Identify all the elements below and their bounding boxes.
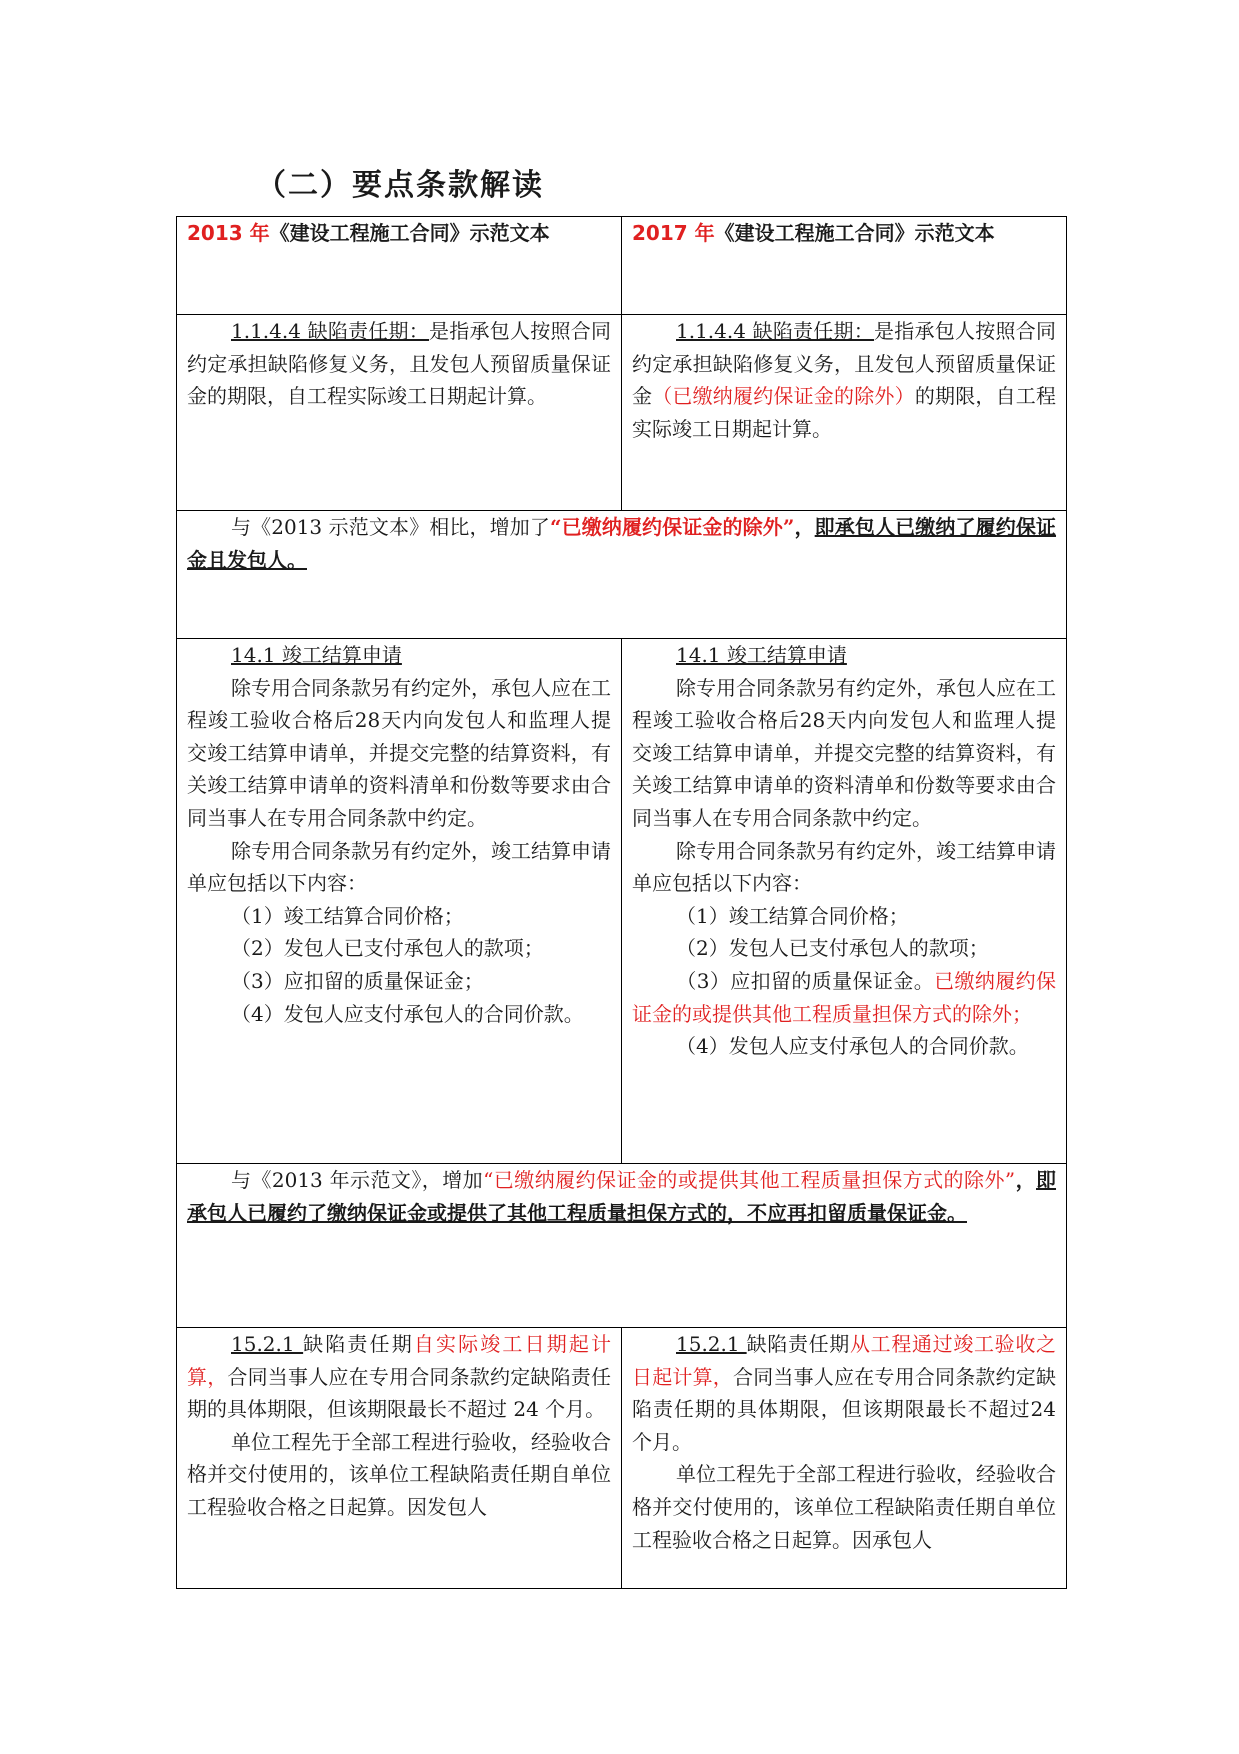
- clause-141-2013: [177, 639, 622, 1164]
- comparison-table: [176, 216, 1067, 1589]
- table-row: [177, 511, 1067, 639]
- table-row: [177, 315, 1067, 511]
- list-item: （4）发包人应支付承包人的合同价款。: [231, 1001, 584, 1026]
- list-item: [632, 965, 1056, 1030]
- section-heading: （二）要点条款解读: [256, 168, 544, 203]
- note-comma: ，: [794, 515, 815, 539]
- clause-title: 14.1 竣工结算申请: [676, 643, 847, 667]
- list-item: （2）发包人已支付承包人的款项；: [676, 936, 989, 961]
- table-header-row: [177, 217, 1067, 315]
- clause-changed-text: 自实际竣工日期起计算，: [187, 1332, 612, 1389]
- note-comma: ，: [1015, 1168, 1037, 1192]
- clause-text: 合同当事人应在专用合同条款约定缺陷责任期的具体期限，但该期限最长不超过 24 个月。: [187, 1364, 612, 1422]
- clause-1521-2017: [622, 1328, 1067, 1589]
- clause-added-text: （已缴纳履约保证金的除外）: [652, 384, 915, 409]
- clause-paragraph: 单位工程先于全部工程进行验收，经验收合格并交付使用的，该单位工程缺陷责任期自单位工程验收合格之日起算。因发包人: [187, 1429, 611, 1519]
- note-text: 与《2013 示范文本》相比，增加了: [231, 515, 550, 539]
- list-item-text: （3）应扣留的质量保证金。: [676, 968, 935, 993]
- header-2013-year: 2013 年: [187, 221, 270, 245]
- clause-text: 的期限，自工程实际竣工日期起计算。: [632, 384, 1057, 441]
- clause-title: 15.2.1: [676, 1332, 747, 1356]
- clause-paragraph: 除专用合同条款另有约定外，竣工结算申请单应包括以下内容：: [632, 838, 1056, 896]
- clause-paragraph: 除专用合同条款另有约定外，承包人应在工程竣工验收合格后28天内向发包人和监理人提交竣工结算申请单，并提交完整的结算资料，有关竣工结算申请单的资料清单和份数等要求由合同当事人在专用合同条款中约定。: [632, 675, 1056, 830]
- clause-added-text: 已缴纳履约保证金的或提供其他工程质量担保方式的除外；: [632, 968, 1056, 1026]
- clause-text: 是指承包人按照合同约定承担缺陷修复义务，且发包人预留质量保证金的期限，自工程实际竣工日期起计算。: [187, 319, 612, 409]
- list-item: （2）发包人已支付承包人的款项；: [231, 936, 544, 961]
- clause-1521-2013: [177, 1328, 622, 1589]
- note-text: 与《2013 年示范文》，增加: [231, 1168, 484, 1192]
- clause-141-2017: [622, 639, 1067, 1164]
- header-2017: [622, 217, 1067, 315]
- note-added-text: “已缴纳履约保证金的或提供其他工程质量担保方式的除外”: [483, 1168, 1016, 1192]
- clause-title: 1.1.4.4 缺陷责任期：: [676, 319, 875, 343]
- list-item: （3）应扣留的质量保证金；: [231, 968, 484, 993]
- header-2013-title: 《建设工程施工合同》示范文本: [269, 221, 550, 245]
- clause-keyword: 缺陷责任期: [303, 1332, 414, 1356]
- comparison-note-2: [177, 1164, 1067, 1328]
- clause-title: 15.2.1: [231, 1332, 304, 1356]
- clause-title: 1.1.4.4 缺陷责任期：: [231, 319, 430, 343]
- clause-changed-text: 从工程通过竣工验收之日起计算，: [632, 1332, 1056, 1389]
- note-explanation: 即承包人已履约了缴纳保证金或提供了其他工程质量担保方式的，不应再扣留质量保证金。: [187, 1168, 1057, 1225]
- header-2017-year: 2017 年: [632, 221, 715, 245]
- clause-1144-2017: [622, 315, 1067, 511]
- list-item: （1）竣工结算合同价格；: [231, 903, 464, 928]
- list-item: （1）竣工结算合同价格；: [676, 903, 909, 928]
- table-row: [177, 1328, 1067, 1589]
- header-2013: [177, 217, 622, 315]
- clause-paragraph: 除专用合同条款另有约定外，承包人应在工程竣工验收合格后28天内向发包人和监理人提交竣工结算申请单，并提交完整的结算资料，有关竣工结算申请单的资料清单和份数等要求由合同当事人在专用合同条款中约定。: [187, 675, 611, 830]
- table-row: [177, 639, 1067, 1164]
- header-2017-title: 《建设工程施工合同》示范文本: [714, 221, 995, 245]
- clause-paragraph: 除专用合同条款另有约定外，竣工结算申请单应包括以下内容：: [187, 838, 611, 896]
- clause-title: 14.1 竣工结算申请: [231, 643, 402, 667]
- clause-text: 合同当事人应在专用合同条款约定缺陷责任期的具体期限，但该期限最长不超过24个月。: [632, 1364, 1056, 1454]
- clause-1144-2013: [177, 315, 622, 511]
- comparison-note-1: [177, 511, 1067, 639]
- clause-text: 是指承包人按照合同约定承担缺陷修复义务，且发包人预留质量保证金: [632, 319, 1057, 409]
- list-item: （4）发包人应支付承包人的合同价款。: [676, 1034, 1029, 1059]
- table-row: [177, 1164, 1067, 1328]
- note-added-text: “已缴纳履约保证金的除外”: [549, 515, 795, 539]
- clause-paragraph: 单位工程先于全部工程进行验收，经验收合格并交付使用的，该单位工程缺陷责任期自单位工程验收合格之日起算。因承包人: [632, 1462, 1056, 1552]
- clause-keyword: 缺陷责任期: [746, 1332, 850, 1356]
- note-explanation: 即承包人已缴纳了履约保证金且发包人。: [187, 515, 1057, 572]
